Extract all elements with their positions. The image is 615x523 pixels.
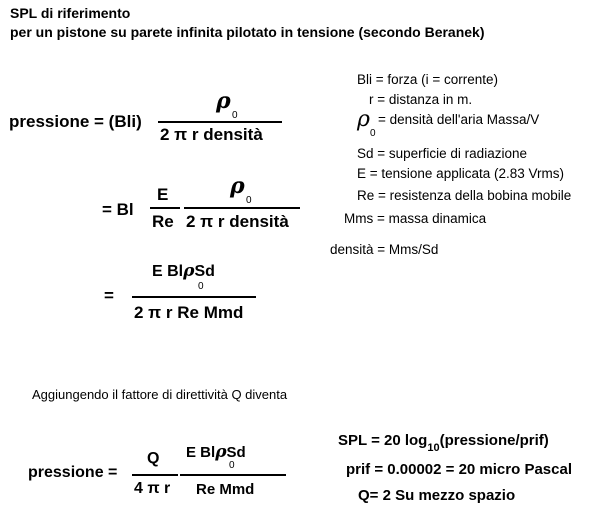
eq2-f2-numerator [230,173,245,199]
eq4-f1-numerator: Q [147,450,160,467]
legend-re: Re = resistenza della bobina mobile [357,188,572,203]
title-line-1: SPL di riferimento [10,5,131,21]
eq4-f1-denominator: 4 π r [134,480,171,497]
spl-formula [338,432,549,454]
eq1-lhs: pressione = (Bli) [9,112,142,131]
directivity-note: Aggiungendo il fattore di direttività Q diventa [32,387,288,402]
legend-rho-text: = densità dell'aria Massa/V [378,112,540,127]
eq2-f1-denominator: Re [152,212,174,231]
rho-symbol: ρ [230,173,245,199]
eq3-numerator-a: E Bl [152,263,184,280]
eq1-numerator-subscript: 0 [232,110,238,121]
legend-mms: Mms = massa dinamica [344,211,487,226]
eq2-f1-fraction-bar [150,207,180,209]
spl-suffix: (pressione/prif) [439,432,549,449]
eq2-f2-numerator-subscript: 0 [246,195,252,206]
eq4-f2-numerator [186,442,246,462]
eq4-f1-fraction-bar [132,474,178,476]
legend-densita: densità = Mms/Sd [330,242,439,257]
eq4-numerator-b: Sd [226,444,246,461]
eq2-f1-numerator: E [157,185,169,204]
title-line-2: per un pistone su parete infinita pilotato in tensione (secondo Beranek) [10,24,485,40]
eq1-numerator [216,88,231,114]
spl-prif: prif = 0.00002 = 20 micro Pascal [346,461,572,478]
eq3-numerator-b: Sd [194,263,215,280]
legend-e: E = tensione applicata (2.83 Vrms) [357,166,564,181]
eq3-denominator: 2 π r Re Mmd [134,303,244,322]
rho-symbol: ρ [216,88,231,114]
rho-symbol: ρ [357,107,370,132]
spl-log-subscript: 10 [427,442,440,454]
rho-symbol: ρ [183,261,195,281]
legend-bli: Bli = forza (i = corrente) [357,72,499,87]
eq4-f2-denominator: Re Mmd [196,481,255,498]
rho-symbol: ρ [215,442,227,462]
eq3-fraction-bar [132,296,256,298]
eq1-denominator: 2 π r densità [160,125,263,144]
eq3-numerator-subscript: 0 [198,281,204,292]
legend-sd: Sd = superficie di radiazione [357,146,527,161]
eq3-numerator [152,261,215,281]
legend-r: r = distanza in m. [369,92,473,107]
eq2-f2-fraction-bar [184,207,300,209]
eq4-numerator-a: E Bl [186,444,216,461]
eq4-f2-fraction-bar [180,474,286,476]
eq4-lhs: pressione = [28,464,118,481]
legend-rho-subscript: 0 [370,128,376,139]
eq1-fraction-bar [158,121,282,123]
legend-rho [357,107,370,132]
eq2-prefix: = Bl [102,200,134,219]
eq4-numerator-subscript: 0 [229,460,235,471]
spl-q: Q= 2 Su mezzo spazio [358,487,516,504]
eq2-f2-denominator: 2 π r densità [186,212,289,231]
spl-prefix: SPL = 20 log [338,432,428,449]
eq3-prefix: = [104,286,114,305]
